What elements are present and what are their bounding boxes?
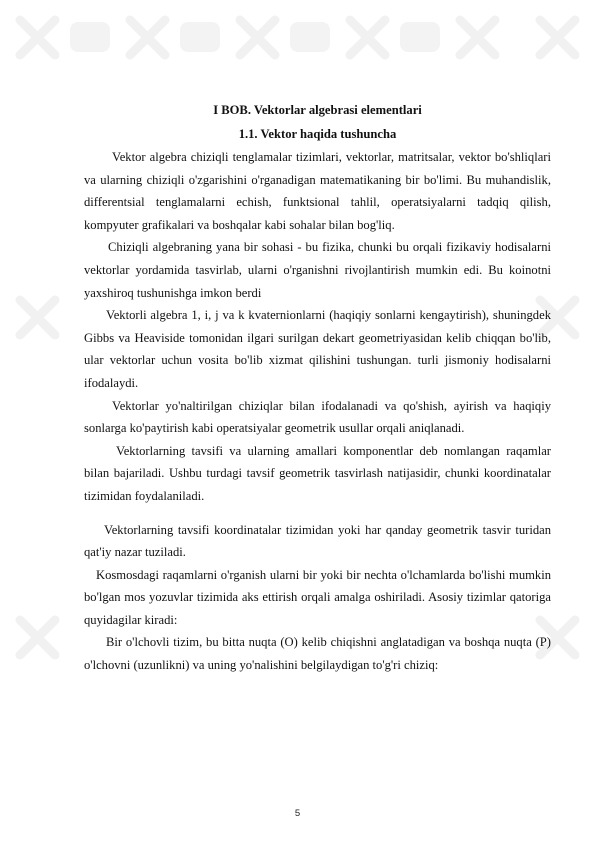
chapter-title: I BOB. Vektorlar algebrasi elementlari (213, 103, 422, 117)
paragraph-3: Vektorli algebra 1, i, j va k kvaternionlarni (haqiqiy sonlarni kengaytirish), shuningdek Gibbs va Heaviside tomonidan ilgari surilgan dekart geometriyasidan kelib chiqqan bo'lib, ular vektorlar uchun vosita bo'lib xizmat qilishini tushungan. turli jismoniy hodisalarni ifodalaydi. (84, 308, 551, 390)
page-number: 5 (294, 808, 301, 819)
section-title: 1.1. Vektor haqida tushuncha (238, 127, 397, 141)
document-page (84, 98, 551, 677)
paragraph-6: Vektorlarning tavsifi koordinatalar tizimidan yoki har qanday geometrik tasvir turidan qat'iy nazar tuziladi. (84, 522, 551, 560)
paragraph-2: Chiziqli algebraning yana bir sohasi - bu fizika, chunki bu orqali fizikaviy hodisalarni vektorlar yordamida tasvirlab, ularni o'rganishni rivojlantirish mumkin edi. Bu koinotni yaxshiroq tushunishga imkon berdi (84, 240, 551, 300)
paragraph-1: Vektor algebra chiziqli tenglamalar tizimlari, vektorlar, matritsalar, vektor bo'shliqlari va ularning chiziqli o'zgarishini o'rganadigan matematikaning bir bo'limi. Bu muhandislik, differentsial tenglamalarni echish, funktsional tahlil, operatsiyalarni tadqiq qilish, kompyuter grafikalari va boshqalar kabi sohalar bilan bog'liq. (84, 150, 551, 232)
paragraph-4: Vektorlar yo'naltirilgan chiziqlar bilan ifodalanadi va qo'shish, ayirish va haqiqiy sonlarga ko'paytirish kabi operatsiyalar geometrik usullar orqali aniqlanadi. (84, 398, 551, 436)
paragraph-8: Bir o'lchovli tizim, bu bitta nuqta (O) kelib chiqishni anglatadigan va boshqa nuqta (P) o'lchovni (uzunlikni) va uning yo'nalishini belgilaydigan to'g'ri chiziq: (84, 635, 551, 673)
paragraph-7: Kosmosdagi raqamlarni o'rganish ularni bir yoki bir nechta o'lchamlarda bo'lishi mumkin bo'lgan mos yozuvlar tizimida aks ettirish orqali amalga oshiriladi. Asosiy tizimlar qatoriga quyidagilar kiradi: (84, 567, 551, 627)
paragraph-5: Vektorlarning tavsifi va ularning amallari komponentlar deb nomlangan raqamlar bilan bajariladi. Ushbu turdagi tavsif geometrik tasvirlash natijasidir, chunki koordinatalar tizimidan foydalaniladi. (84, 443, 551, 503)
